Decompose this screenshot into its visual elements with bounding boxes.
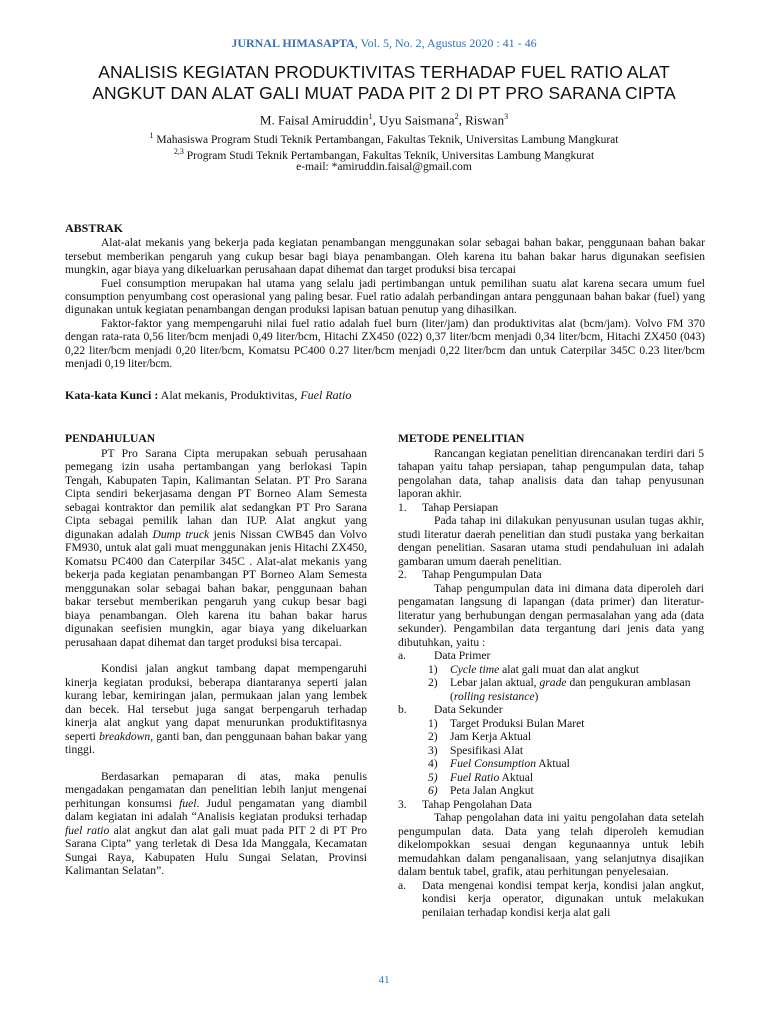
title-line-1: ANALISIS KEGIATAN PRODUKTIVITAS TERHADAP FUEL RATIO ALAT: [98, 62, 670, 82]
author-3: , Riswan: [458, 112, 505, 128]
right-column: [398, 432, 704, 919]
stage-3-a-item: a. Data mengenai kondisi tempat kerja, kondisi jalan angkut, kondisi kerja operator, digunakan untuk melakukan penilaian terhadap kondisi kerja alat gali: [398, 878, 704, 919]
abstract-paragraph-2: Fuel consumption merupakan hal utama yang selalu jadi pertimbangan untuk pemilihan suatu alat karena secara umum fuel consumption penyumbang cost operasional yang paling besar. Fuel ratio adalah perbandingan antara penggunaan bahan bakar (fuel) yang digunakan untuk kegiatan penambangan dengan produksi lapisan batuan penutup yang dihasilkan.: [65, 277, 705, 317]
page-number: 41: [378, 974, 390, 986]
method-intro-paragraph: Rancangan kegiatan penelitian direncanakan terdiri dari 5 tahapan yaitu tahap persiapan, tahap pengumpulan data, tahap pengolahan data, tahap analisis data dan tahap penyusunan laporan akhir.: [398, 446, 704, 500]
stage-2-text: Tahap pengumpulan data ini dimana data diperoleh dari pengamatan langsung di lapangan (data primer) dan literatur-literatur yang berhubungan dengan permasalahan yang ada (data sekunder). Pengambilan data tergantung dari jenis data yang dibutuhkan, yaitu :: [398, 581, 704, 649]
affiliation-1-text: Mahasiswa Program Studi Teknik Pertambangan, Fakultas Teknik, Universitas Lambung Mangkurat: [153, 133, 619, 146]
author-email: e-mail: *amiruddin.faisal@gmail.com: [296, 161, 472, 173]
affiliation-1-sup: 1: [149, 131, 154, 140]
method-heading: METODE PENELITIAN: [398, 432, 525, 445]
journal-name: JURNAL HIMASAPTA: [231, 36, 355, 50]
intro-paragraph-2: Kondisi jalan angkut tambang dapat mempengaruhi kinerja kegiatan produksi, beberapa diantaranya seperti jalan kurang lebar, kemiringan jalan, permukaan jalan yang lembek dan becek. Hal tersebut juga sangat berpengaruh terhadap kinerja alat angkut yang dapat menurunkan produktifitasnya seperti breakdown, ganti ban, dan penggunaan bahan bakar yang tinggi.: [65, 662, 367, 756]
stage-1-item: 1. Tahap Persiapan: [398, 500, 499, 514]
author-2: , Uyu Saismana: [372, 112, 455, 128]
data-secondary-item: b. Data Sekunder: [398, 703, 503, 716]
author-3-sup: 3: [504, 112, 509, 121]
keywords: [65, 388, 705, 403]
keywords-italic: Fuel Ratio: [300, 388, 352, 402]
intro-paragraph-3: Berdasarkan pemaparan di atas, maka penulis mengadakan pengamatan dan penelitian lebih lanjut mengenai perhitungan konsumsi fuel. Judul pengamatan yang diambil dalam kegiatan ini adalah “Analisis kegiatan produksi terhadap fuel ratio alat angkut dan alat gali muat pada PIT 2 di PT Pro Sarana Cipta” yang terletak di Desa Ida Manggala, Kecamatan Sungai Raya, Kabupaten Hulu Sungai Selatan, Provinsi Kalimantan Selatan”.: [65, 769, 367, 877]
data-primary-2: 2) Lebar jalan aktual, grade dan pengukuran amblasan (rolling resistance): [428, 676, 691, 703]
journal-volume-info: , Vol. 5, No. 2, Agustus 2020 : 41 - 46: [354, 36, 537, 50]
affiliation-2-sup: 2,3: [173, 147, 184, 156]
paper-title: [40, 62, 728, 104]
keywords-plain: Alat mekanis, Produktivitas,: [158, 388, 301, 402]
author-1: M. Faisal Amiruddin: [259, 112, 369, 128]
author-1-sup: 1: [368, 112, 373, 121]
data-secondary-5: 5) Fuel Ratio Aktual: [428, 770, 534, 784]
abstract-paragraph-1: Alat-alat mekanis yang bekerja pada kegiatan penambangan menggunakan solar sebagai bahan bakar, penggunaan bahan bakar tersebut memberikan pengaruh yang cukup besar bagi biaya penambangan. Oleh karena itu bahan bakar harus digunakan seefisien mungkin, agar biaya yang dikeluarkan perusahaan dapat dihemat dan target produksi bisa tercapai: [65, 237, 705, 277]
data-secondary-1: 1) Target Produksi Bulan Maret: [428, 716, 585, 730]
author-list: [0, 112, 768, 128]
intro-paragraph-1: PT Pro Sarana Cipta merupakan sebuah perusahaan pemegang izin usaha pertambangan yang berlokasi Tapin Tengah, Kabupaten Tapin, Kalimantan Selatan. PT Pro Sarana Cipta sendiri bekerjasama dengan PT Borneo Alam Semesta sebagai kontraktor dan pemilik alat sedangkan PT Pro Sarana Cipta sebagai pemilik lahan dan IUP. Alat angkut yang digunakan adalah Dump truck jenis Nissan CWB45 dan Volvo FM930, untuk alat gali muat menggunakan jenis Hitachi ZX450, Komatsu PC400 dan Caterpilar 345C . Alat-alat mekanis yang bekerja pada kegiatan penambangan PT Borneo Alam Semesta menggunakan solar sebagai bahan bakar, penggunaan bahan bakar tersebut memberikan pengaruh yang cukup besar bagi biaya penambangan. Oleh karena itu bahan bakar harus digunakan seefisien mungkin, agar biaya yang dikeluarkan perusahaan dapat dihemat dan target produksi bisa tercapai.: [65, 446, 367, 649]
title-line-2: ANGKUT DAN ALAT GALI MUAT PADA PIT 2 DI PT PRO SARANA CIPTA: [92, 83, 676, 103]
stage-3-item: 3. Tahap Pengolahan Data: [398, 797, 532, 811]
left-column: [65, 432, 367, 878]
data-secondary-2: 2) Jam Kerja Aktual: [428, 730, 532, 743]
data-secondary-3: 3) Spesifikasi Alat: [428, 743, 524, 757]
abstract-heading: ABSTRAK: [65, 221, 124, 235]
author-2-sup: 2: [454, 112, 459, 121]
intro-heading: PENDAHULUAN: [65, 432, 156, 445]
keywords-label: Kata-kata Kunci :: [65, 388, 159, 402]
abstract-paragraph-3: Faktor-faktor yang mempengaruhi nilai fuel ratio adalah fuel burn (liter/jam) dan produktivitas alat (bcm/jam). Volvo FM 370 dengan rata-rata 0,56 liter/bcm menjadi 0,49 liter/bcm, Hitachi ZX450 (022) 0,37 liter/bcm menjadi 0,34 liter/bcm, Hitachi ZX450 (043) 0,22 liter/bcm menjadi 0,20 liter/bcm, Komatsu PC400 0.27 liter/bcm menjadi 0,22 liter/bcm dan untuk Caterpilar 345C 0.23 liter/bcm menjadi 0,19 liter/bcm.: [65, 317, 705, 371]
affiliation-2-text: Program Studi Teknik Pertambangan, Fakultas Teknik, Universitas Lambung Mangkurat: [183, 149, 595, 162]
stage-2-item: 2. Tahap Pengumpulan Data: [398, 568, 542, 581]
abstract-section: [65, 222, 705, 371]
stage-1-text: Pada tahap ini dilakukan penyusunan usulan tugas akhir, studi literatur daerah penelitian dan studi pustaka yang berkaitan dengan penelitian. Sasaran utama studi pendahuluan ini adalah gambaran umum daerah penelitian.: [398, 514, 704, 568]
data-secondary-4: 4) Fuel Consumption Aktual: [428, 757, 570, 770]
data-primary-item: a. Data Primer: [398, 649, 491, 662]
stage-3-text: Tahap pengolahan data ini yaitu pengolahan data setelah pengumpulan data. Data yang telah diperoleh kemudian dikelompokkan sesuai dengan kegunaannya untuk lebih memudahkan dalam penganalisaan, yang selanjutnya disajikan dalam bentuk tabel, grafik, atau perhitungan penyelesaian.: [398, 811, 704, 878]
data-primary-1: 1) Cycle time alat gali muat dan alat angkut: [428, 662, 639, 676]
data-secondary-6: 6) Peta Jalan Angkut: [428, 784, 534, 797]
journal-header: [0, 36, 768, 51]
